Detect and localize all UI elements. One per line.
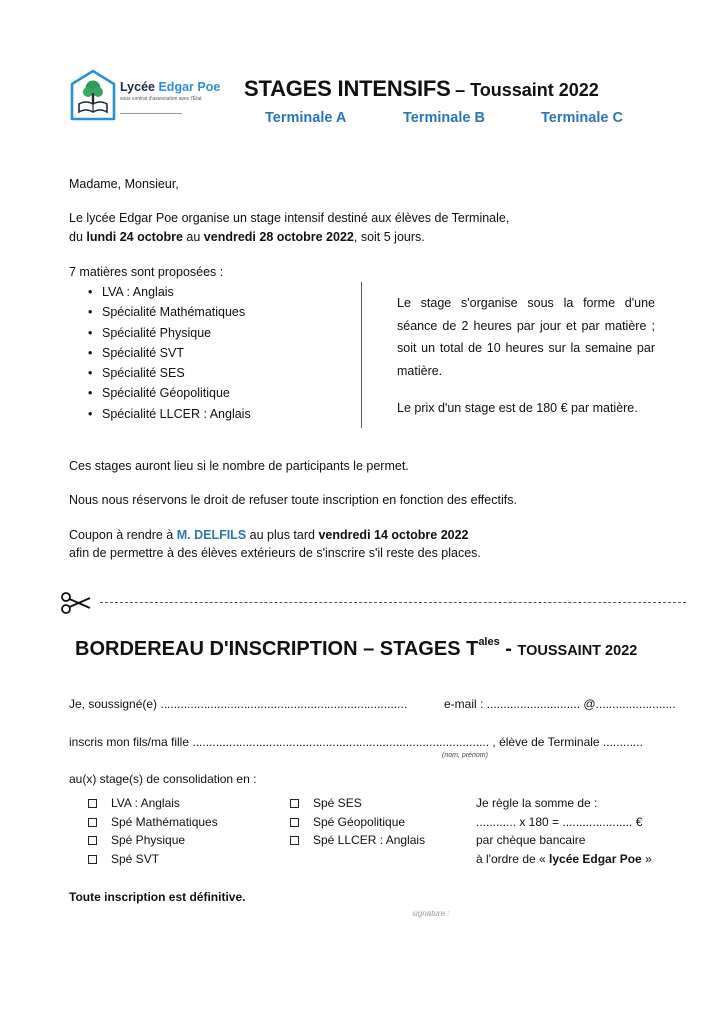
options-column-2 bbox=[290, 794, 425, 850]
coupon-name: M. DELFILS bbox=[176, 528, 247, 542]
subject-item: • Spécialité SES bbox=[88, 363, 251, 383]
payment-order-pre: à l'ordre de « bbox=[476, 852, 550, 867]
form-title bbox=[75, 638, 637, 661]
subjects-list bbox=[88, 282, 251, 424]
school-logo-icon bbox=[68, 68, 118, 122]
organisation-text: Le stage s'organise sous la forme d'une séance de 2 heures par jour et par matière ; soit un total de 10 heures sur la semaine par matière. bbox=[397, 296, 655, 378]
coupon-mid: au plus tard bbox=[246, 528, 319, 542]
coupon-line-2: afin de permettre à des élèves extérieurs de s'inscrire s'il reste des places. bbox=[69, 546, 481, 560]
terminale-c: Terminale C bbox=[541, 110, 623, 126]
course-option[interactable] bbox=[88, 831, 218, 850]
course-option[interactable] bbox=[290, 831, 425, 850]
definitive-note: Toute inscription est définitive. bbox=[69, 890, 246, 904]
course-option-label: LVA : Anglais bbox=[111, 796, 180, 810]
checkbox-icon[interactable] bbox=[88, 818, 97, 827]
payment-line-3: par chèque bancaire bbox=[476, 833, 586, 848]
course-option-label: Spé SVT bbox=[111, 852, 160, 867]
form-title-main: BORDEREAU D'INSCRIPTION – STAGES T bbox=[75, 638, 479, 660]
checkbox-icon[interactable] bbox=[290, 799, 299, 808]
intro-line-2 bbox=[69, 227, 425, 247]
payment-order-name: lycée Edgar Poe bbox=[549, 852, 642, 867]
course-option-label: Spé Géopolitique bbox=[313, 814, 406, 829]
course-option-label: Spé SES bbox=[313, 796, 362, 810]
condition-text: Ces stages auront lieu si le nombre de participants le permet. bbox=[69, 459, 409, 473]
subject-item: • Spécialité Physique bbox=[88, 323, 251, 343]
subject-item: • Spécialité Géopolitique bbox=[88, 383, 251, 403]
subject-item: • Spécialité SVT bbox=[88, 343, 251, 363]
checkbox-icon[interactable] bbox=[88, 799, 97, 808]
logo-name-part1: Lycée bbox=[120, 80, 155, 94]
column-divider bbox=[361, 282, 362, 428]
reserve-text: Nous nous réservons le droit de refuser toute inscription en fonction des effectifs. bbox=[69, 493, 517, 507]
coupon-line-1 bbox=[69, 525, 469, 545]
course-option-label: Spé Physique bbox=[111, 833, 186, 848]
course-option-label: Spé Mathématiques bbox=[111, 814, 218, 829]
form-title-sup: ales bbox=[478, 636, 500, 648]
payment-amount-field[interactable]: ............ x 180 = ..................... € bbox=[476, 814, 643, 829]
course-option-label: Spé LLCER : Anglais bbox=[313, 833, 426, 848]
course-option[interactable] bbox=[290, 813, 425, 832]
subject-item: • LVA : Anglais bbox=[88, 282, 251, 302]
payment-line-4 bbox=[476, 850, 652, 869]
logo-subtitle: sous contrat d'association avec l'État bbox=[120, 96, 202, 102]
child-name-field[interactable]: inscris mon fils/ma fille ......................................................................................... , élève de Terminale ............ bbox=[69, 735, 643, 749]
intro-du: du bbox=[69, 230, 87, 244]
intro-line-1: Le lycée Edgar Poe organise un stage intensif destiné aux élèves de Terminale, bbox=[69, 211, 510, 225]
form-title-dash: - bbox=[499, 638, 518, 660]
signature-label: signature : bbox=[412, 909, 450, 918]
course-option[interactable] bbox=[88, 850, 218, 869]
subject-item: • Spécialité LLCER : Anglais bbox=[88, 404, 251, 424]
course-option[interactable] bbox=[290, 794, 425, 813]
checkbox-icon[interactable] bbox=[290, 818, 299, 827]
intro-start-date: lundi 24 octobre bbox=[86, 230, 183, 244]
checkbox-icon[interactable] bbox=[290, 836, 299, 845]
logo-name bbox=[120, 80, 220, 94]
course-option[interactable] bbox=[88, 813, 218, 832]
course-option[interactable] bbox=[88, 794, 218, 813]
intro-tail: , soit 5 jours. bbox=[353, 230, 425, 244]
subject-item: • Spécialité Mathématiques bbox=[88, 302, 251, 322]
greeting: Madame, Monsieur, bbox=[69, 177, 179, 191]
page-title-suffix: – Toussaint 2022 bbox=[455, 80, 599, 100]
terminale-a: Terminale A bbox=[265, 110, 347, 126]
form-title-suffix: TOUSSAINT 2022 bbox=[517, 643, 638, 659]
scissors-icon bbox=[60, 592, 94, 614]
options-column-1 bbox=[88, 794, 218, 869]
price-text: Le prix d'un stage est de 180 € par matière. bbox=[397, 401, 638, 415]
courses-label: au(x) stage(s) de consolidation en : bbox=[69, 772, 257, 786]
name-hint: (nom, prénom) bbox=[442, 752, 488, 759]
page-title bbox=[244, 76, 599, 102]
logo-name-part2: Edgar Poe bbox=[158, 80, 221, 94]
logo-divider bbox=[120, 113, 182, 114]
signer-name-field[interactable]: Je, soussigné(e) .......................................................................... bbox=[69, 697, 408, 711]
organisation-box bbox=[397, 292, 655, 420]
email-field[interactable]: e-mail : ............................ @........................ bbox=[444, 697, 676, 711]
subjects-heading: 7 matières sont proposées : bbox=[69, 265, 224, 279]
intro-end-date: vendredi 28 octobre 2022 bbox=[203, 230, 354, 244]
coupon-date: vendredi 14 octobre 2022 bbox=[318, 528, 469, 542]
checkbox-icon[interactable] bbox=[88, 836, 97, 845]
checkbox-icon[interactable] bbox=[88, 855, 97, 864]
cut-line bbox=[100, 602, 686, 603]
page-title-main: STAGES INTENSIFS bbox=[244, 76, 451, 101]
payment-order-post: » bbox=[641, 852, 652, 867]
payment-line-1: Je règle la somme de : bbox=[476, 796, 598, 810]
payment-block bbox=[476, 794, 652, 869]
coupon-pre: Coupon à rendre à bbox=[69, 528, 177, 542]
terminale-b: Terminale B bbox=[403, 110, 485, 126]
intro-au: au bbox=[182, 230, 204, 244]
